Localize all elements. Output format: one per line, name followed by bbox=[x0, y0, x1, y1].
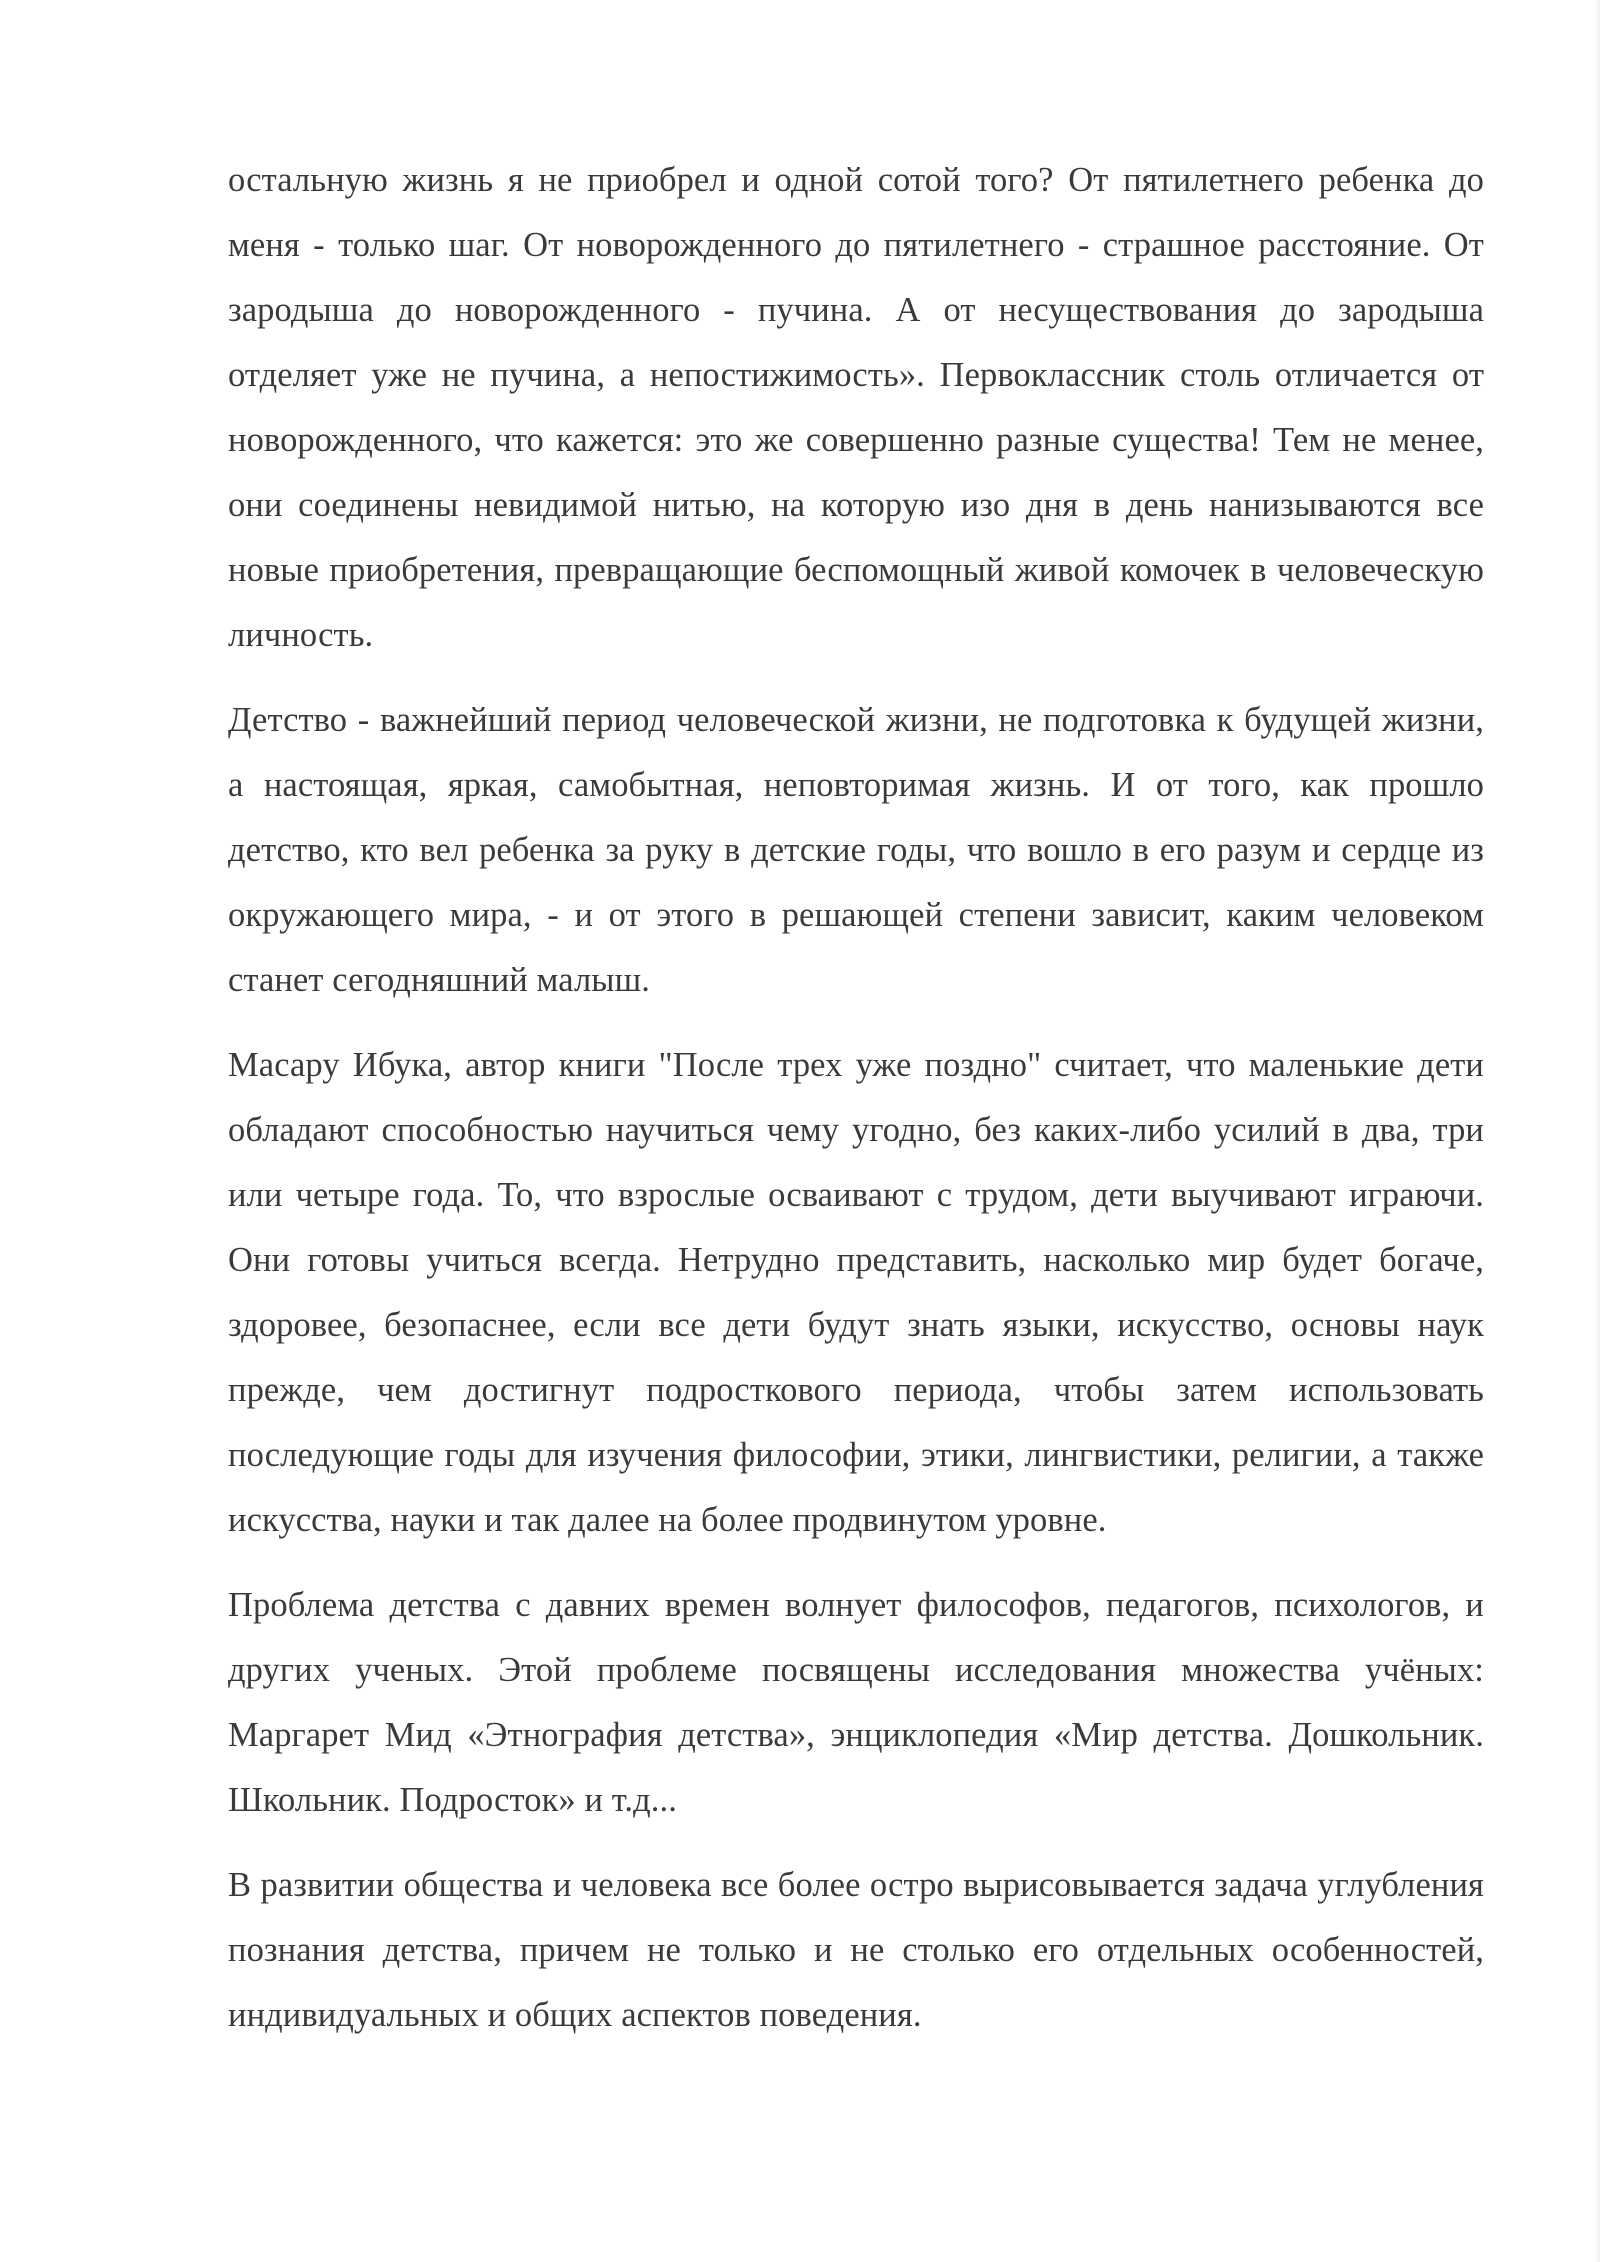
document-body bbox=[228, 148, 1484, 2068]
paragraph-1: остальную жизнь я не приобрел и одной сотой того? От пятилетнего ребенка до меня - только шаг. От новорожденного до пятилетнего - страшное расстояние. От зародыша до новорожденного - пучина. А от несуществования до зародыша отделяет уже не пучина, а непостижимость». Первоклассник столь отличается от новорожденного, что кажется: это же совершенно разные существа! Тем не менее, они соединены невидимой нитью, на которую изо дня в день нанизываются все новые приобретения, превращающие беспомощный живой комочек в человеческую личность. bbox=[228, 161, 1484, 654]
paragraph-3: Масару Ибука, автор книги "После трех уже поздно" считает, что маленькие дети обладают способностью научиться чему угодно, без каких-либо усилий в два, три или четыре года. То, что взрослые осваивают с трудом, дети выучивают играючи. Они готовы учиться всегда. Нетрудно представить, насколько мир будет богаче, здоровее, безопаснее, если все дети будут знать языки, искусство, основы наук прежде, чем достигнут подросткового периода, чтобы затем использовать последующие годы для изучения философии, этики, лингвистики, религии, а также искусства, науки и так далее на более продвинутом уровне. bbox=[228, 1046, 1484, 1539]
paragraph-5: В развитии общества и человека все более остро вырисовывается задача углубления познания детства, причем не только и не столько его отдельных особенностей, индивидуальных и общих аспектов поведения. bbox=[228, 1866, 1484, 2034]
paragraph-4: Проблема детства с давних времен волнует философов, педагогов, психологов, и других ученых. Этой проблеме посвящены исследования множества учёных: Маргарет Мид «Этнография детства», энциклопедия «Мир детства. Дошкольник. Школьник. Подросток» и т.д... bbox=[228, 1586, 1484, 1819]
page-edge-shadow bbox=[1594, 0, 1600, 2262]
paragraph-2: Детство - важнейший период человеческой жизни, не подготовка к будущей жизни, а настоящая, яркая, самобытная, неповторимая жизнь. И от того, как прошло детство, кто вел ребенка за руку в детские годы, что вошло в его разум и сердце из окружающего мира, - и от этого в решающей степени зависит, каким человеком станет сегодняшний малыш. bbox=[228, 701, 1484, 999]
